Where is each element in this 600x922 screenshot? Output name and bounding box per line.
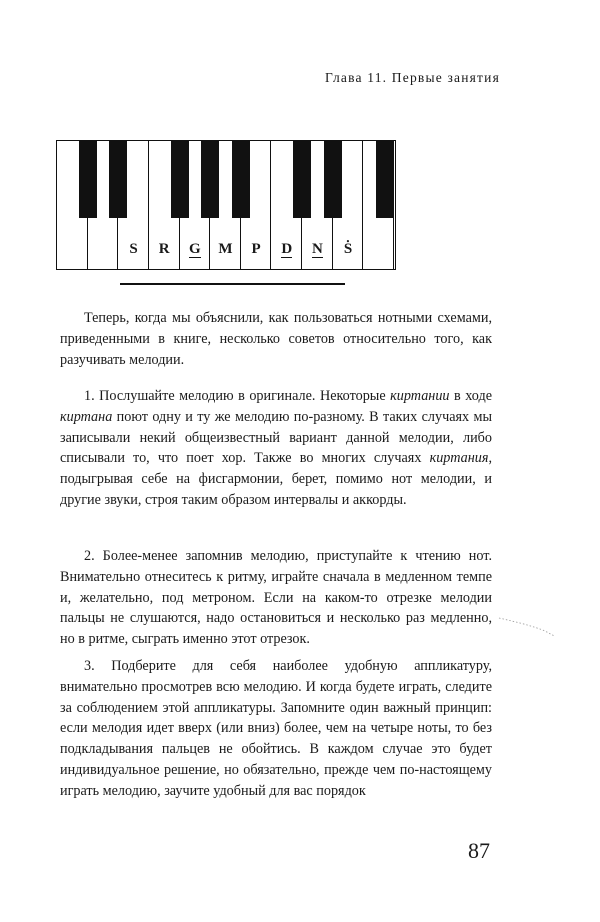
tip-1-text-b: в ходе: [449, 388, 493, 404]
note-label-6: N: [311, 241, 323, 257]
black-key: [376, 141, 394, 218]
chapter-header: Глава 11. Первые занятия: [324, 70, 500, 85]
black-key: [171, 141, 189, 218]
paragraph-intro: [60, 308, 492, 370]
tip-1-term-kirtaniya: киртании: [390, 388, 450, 404]
page-number: 87: [468, 838, 490, 863]
note-label-4: P: [251, 241, 261, 257]
tip-3-text: 3. Подберите для себя наиболее удобную аппликатуру, внимательно просмотрев всю мелодию. И когда будете играть, следите за соблюдением этой аппликатуры. Запомните один важный принцип: если мелодия идет вверх (или вниз) более, чем на четыре ноты, то без подкладывания пальцев не обойтись. В каждом случае это будет индивидуальное решение, но обязательно, прежде чем по-настоящему играть мелодию, заучите удобный для вас порядок: [60, 658, 492, 799]
note-label-5: D: [281, 241, 293, 257]
paragraph-intro-text: Теперь, когда мы объяснили, как пользоваться нотными схемами, приведенными в книге, несколько советов относительно того, как разучивать мелодии.: [60, 310, 492, 368]
tip-1-text-c: поют одну и ту же мелодию по-разному. В таких случаях мы записывали некий общеизвестный вариант данной мелодии, либо списывали то, что поет хор. Также во многих случаях: [60, 408, 492, 467]
black-key: [79, 141, 97, 218]
tip-2-text: 2. Более-менее запомнив мелодию, приступайте к чтению нот. Внимательно отнеситесь к ритму, играйте сначала в медленном темпе и, желательно, под метроном. Если на каком-то отрезке мелодии пальцы не слушаются, надо остановиться и несколько раз медленно, но в ритме, сыграть именно этот отрезок.: [60, 548, 492, 648]
black-key: [293, 141, 311, 218]
note-label-2: G: [189, 241, 201, 257]
note-label-7: Ṡ: [343, 241, 353, 257]
note-label-3: M: [218, 241, 233, 257]
black-key: [324, 141, 342, 218]
margin-pencil-mark: [497, 612, 557, 640]
note-label-1: R: [158, 241, 170, 257]
paragraph-tip-1: [60, 386, 492, 511]
paragraph-tip-2: [60, 546, 492, 650]
tip-1-text-a: 1. Послушайте мелодию в оригинале. Некоторые: [84, 388, 391, 404]
scale-underline: [120, 283, 345, 285]
black-key: [232, 141, 250, 218]
black-key: [109, 141, 127, 218]
note-label-0: S: [129, 241, 138, 257]
black-key: [201, 141, 219, 218]
tip-1-term-kirtana: киртана: [60, 408, 113, 425]
tip-1-term-kirtaniya-2: киртания: [429, 450, 489, 467]
paragraph-tip-3: [60, 656, 492, 802]
tip-1-text-d: , подыгрывая себе на фисгармонии, берет, помимо нот мелодии, и другие звуки, строя таким образом интервалы и аккорды.: [60, 450, 492, 508]
piano-keyboard-diagram: [56, 140, 396, 270]
